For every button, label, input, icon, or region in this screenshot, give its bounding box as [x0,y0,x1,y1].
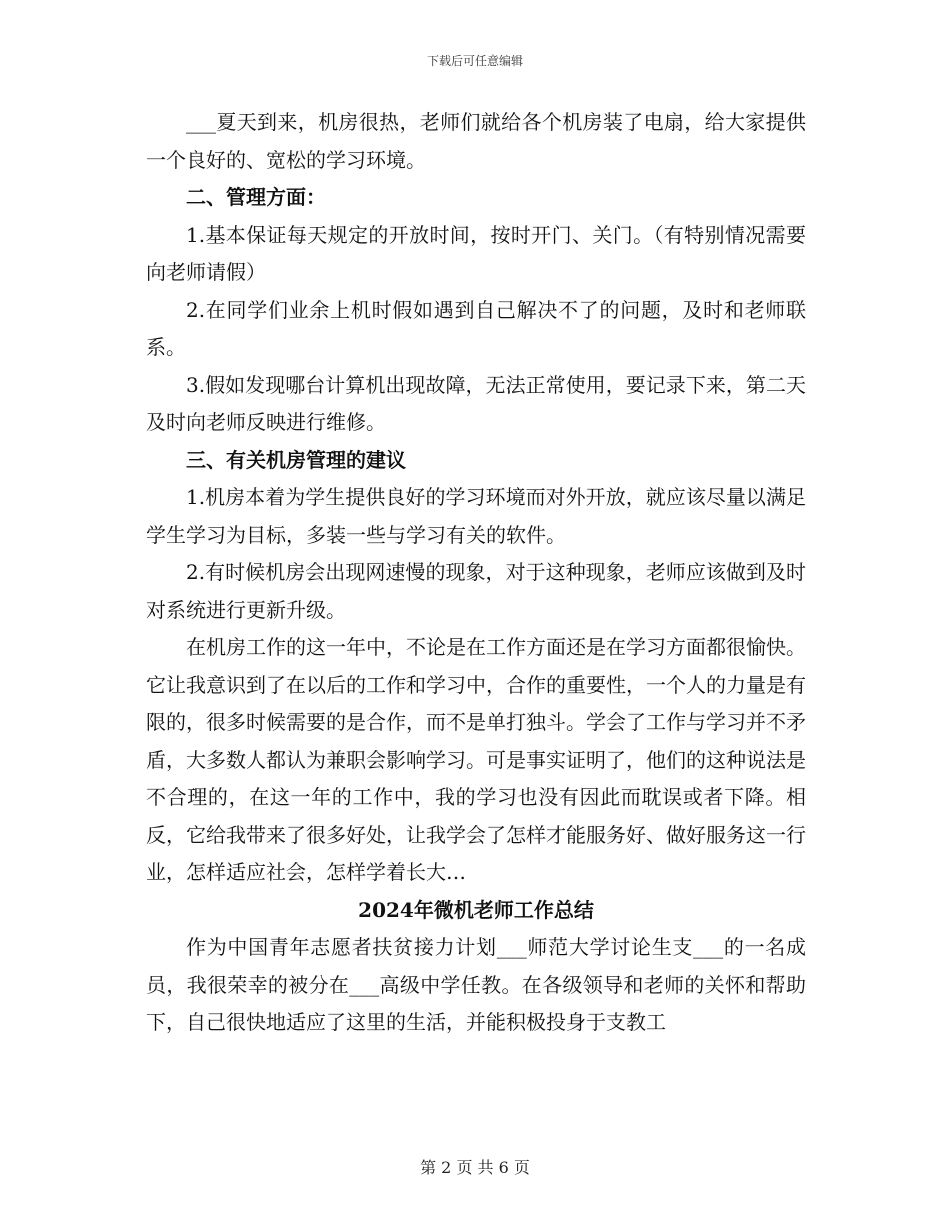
document-body [146,104,806,1042]
section-title: 2024年微机老师工作总结 [358,897,594,922]
paragraph-management-2: 2.在同学们业余上机时假如遇到自己解决不了的问题，及时和老师联系。 [146,297,806,359]
paragraph-management-1: 1.基本保证每天规定的开放时间，按时开门、关门。（有特别情况需要向老师请假） [146,222,806,284]
paragraph-suggestion-2: 2.有时候机房会出现网速慢的现象，对于这种现象，老师应该做到及时对系统进行更新升级。 [146,560,806,622]
page-footer: 第 2 页 共 6 页 [420,1158,530,1177]
paragraph-introduction: 作为中国青年志愿者扶贫接力计划___师范大学讨论生支___的一名成员，我很荣幸的被分在___高级中学任教。在各级领导和老师的关怀和帮助下，自己很快地适应了这里的生活，并能积极投身于支教工 [146,935,806,1034]
paragraph-suggestion-1: 1.机房本着为学生提供良好的学习环境而对外开放，就应该尽量以满足学生学习为目标，多装一些与学习有关的软件。 [146,485,806,547]
heading-management: 二、管理方面： [186,185,326,209]
paragraph-reflection: 在机房工作的这一年中，不论是在工作方面还是在学习方面都很愉快。它让我意识到了在以后的工作和学习中，合作的重要性，一个人的力量是有限的，很多时候需要的是合作，而不是单打独斗。学会了工作与学习并不矛盾，大多数人都认为兼职会影响学习。可是事实证明了，他们的这种说法是不合理的，在这一年的工作中，我的学习也没有因此而耽误或者下降。相反，它给我带来了很多好处，让我学会了怎样才能服务好、做好服务这一行业，怎样适应社会，怎样学着长大… [146,635,806,884]
paragraph-summer-fans: ___夏天到来，机房很热，老师们就给各个机房装了电扇，给大家提供一个良好的、宽松的学习环境。 [146,110,806,172]
paragraph-management-3: 3.假如发现哪台计算机出现故障，无法正常使用，要记录下来，第二天及时向老师反映进行维修。 [146,372,806,434]
page-header: 下载后可任意编辑 [426,54,523,68]
heading-suggestions: 三、有关机房管理的建议 [186,447,406,472]
